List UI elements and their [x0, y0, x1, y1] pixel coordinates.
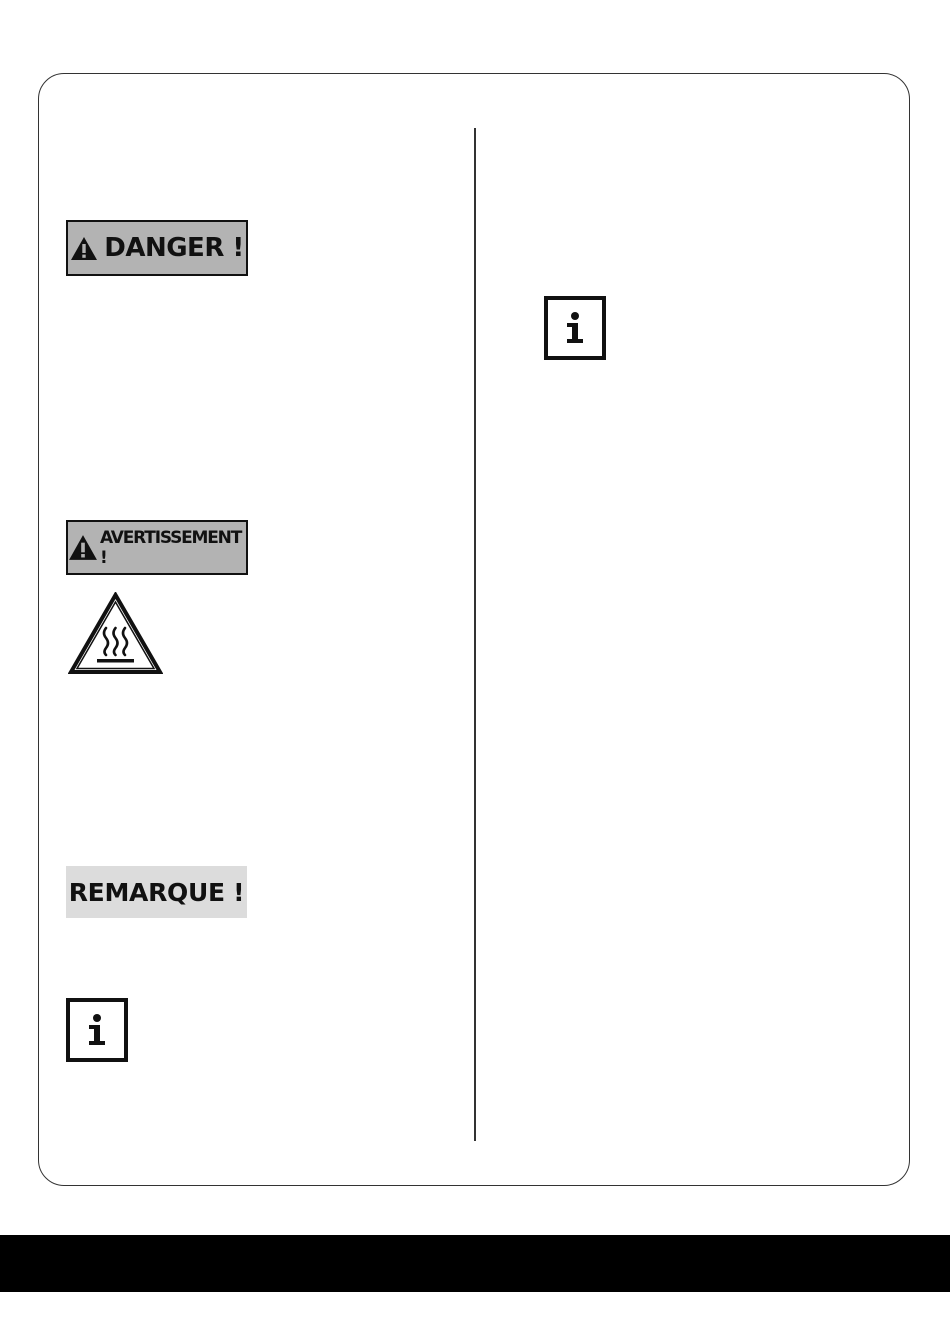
note-badge: [66, 866, 247, 918]
warning-label: AVERTISSEMENT !: [100, 527, 242, 568]
info-icon: [544, 296, 606, 360]
column-divider: [474, 128, 476, 1141]
danger-badge: [66, 220, 248, 276]
hot-surface-warning-icon: [68, 592, 163, 676]
danger-label: DANGER !: [104, 233, 244, 263]
footer-bar: [0, 1235, 950, 1292]
note-label: REMARQUE !: [68, 877, 245, 907]
warning-triangle-icon: [70, 236, 98, 261]
warning-badge: [66, 520, 248, 575]
warning-triangle-icon: [68, 534, 98, 561]
info-icon: [66, 998, 128, 1062]
